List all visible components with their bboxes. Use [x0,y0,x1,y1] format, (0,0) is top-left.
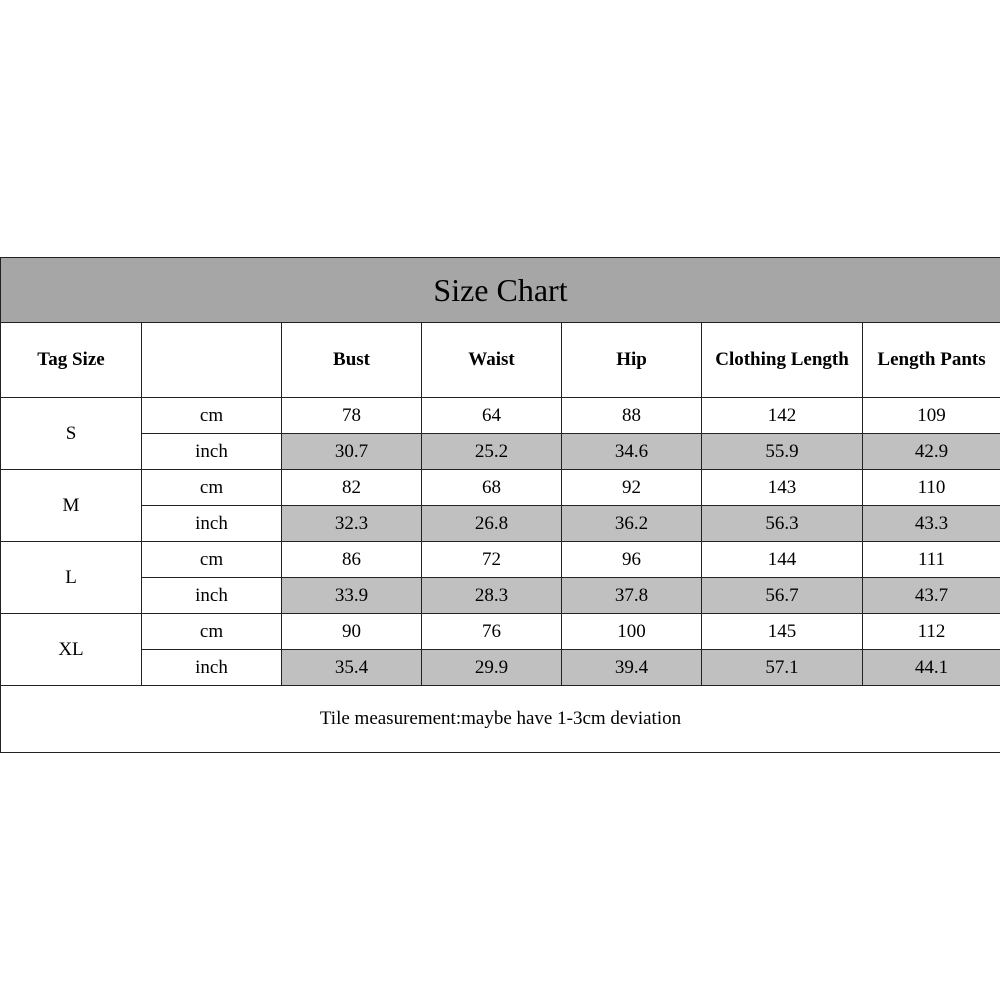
clothing-length-cell: 56.3 [702,506,863,542]
size-row-inch [1,506,1000,542]
waist-cell: 72 [422,542,562,578]
title-row [1,258,1000,323]
clothing-length-cell: 57.1 [702,650,863,686]
hip-cell: 36.2 [562,506,702,542]
waist-cell: 29.9 [422,650,562,686]
bust-cell: 30.7 [282,434,422,470]
header-waist: Waist [422,323,562,398]
unit-cell: cm [142,470,282,506]
clothing-length-cell: 144 [702,542,863,578]
length-pants-cell: 109 [863,398,1000,434]
header-row [1,323,1000,398]
waist-cell: 64 [422,398,562,434]
unit-cell: inch [142,650,282,686]
length-pants-cell: 44.1 [863,650,1000,686]
clothing-length-cell: 142 [702,398,863,434]
hip-cell: 88 [562,398,702,434]
size-row-inch [1,578,1000,614]
waist-cell: 76 [422,614,562,650]
bust-cell: 35.4 [282,650,422,686]
measurement-note: Tile measurement:maybe have 1-3cm deviation [1,686,1000,753]
unit-cell: inch [142,506,282,542]
tag-size-cell: L [1,542,142,614]
bust-cell: 32.3 [282,506,422,542]
length-pants-cell: 111 [863,542,1000,578]
unit-cell: inch [142,578,282,614]
size-row-inch [1,434,1000,470]
hip-cell: 92 [562,470,702,506]
size-row-cm [1,470,1000,506]
unit-cell: cm [142,398,282,434]
length-pants-cell: 43.3 [863,506,1000,542]
hip-cell: 96 [562,542,702,578]
size-row-cm [1,542,1000,578]
header-hip: Hip [562,323,702,398]
size-row-cm [1,398,1000,434]
unit-cell: cm [142,614,282,650]
clothing-length-cell: 145 [702,614,863,650]
note-row [1,686,1000,753]
size-row-inch [1,650,1000,686]
hip-cell: 39.4 [562,650,702,686]
bust-cell: 78 [282,398,422,434]
hip-cell: 34.6 [562,434,702,470]
hip-cell: 100 [562,614,702,650]
header-unit [142,323,282,398]
tag-size-cell: XL [1,614,142,686]
size-chart [0,257,1000,753]
length-pants-cell: 110 [863,470,1000,506]
bust-cell: 82 [282,470,422,506]
waist-cell: 68 [422,470,562,506]
waist-cell: 26.8 [422,506,562,542]
waist-cell: 28.3 [422,578,562,614]
header-bust: Bust [282,323,422,398]
header-tag-size: Tag Size [1,323,142,398]
tag-size-cell: M [1,470,142,542]
clothing-length-cell: 55.9 [702,434,863,470]
length-pants-cell: 42.9 [863,434,1000,470]
bust-cell: 33.9 [282,578,422,614]
bust-cell: 86 [282,542,422,578]
unit-cell: cm [142,542,282,578]
tag-size-cell: S [1,398,142,470]
header-length-pants: Length Pants [863,323,1000,398]
length-pants-cell: 43.7 [863,578,1000,614]
length-pants-cell: 112 [863,614,1000,650]
size-chart-table [0,257,1000,753]
clothing-length-cell: 56.7 [702,578,863,614]
chart-title: Size Chart [1,258,1000,323]
header-clothing-length: Clothing Length [702,323,863,398]
hip-cell: 37.8 [562,578,702,614]
waist-cell: 25.2 [422,434,562,470]
bust-cell: 90 [282,614,422,650]
size-row-cm [1,614,1000,650]
unit-cell: inch [142,434,282,470]
clothing-length-cell: 143 [702,470,863,506]
